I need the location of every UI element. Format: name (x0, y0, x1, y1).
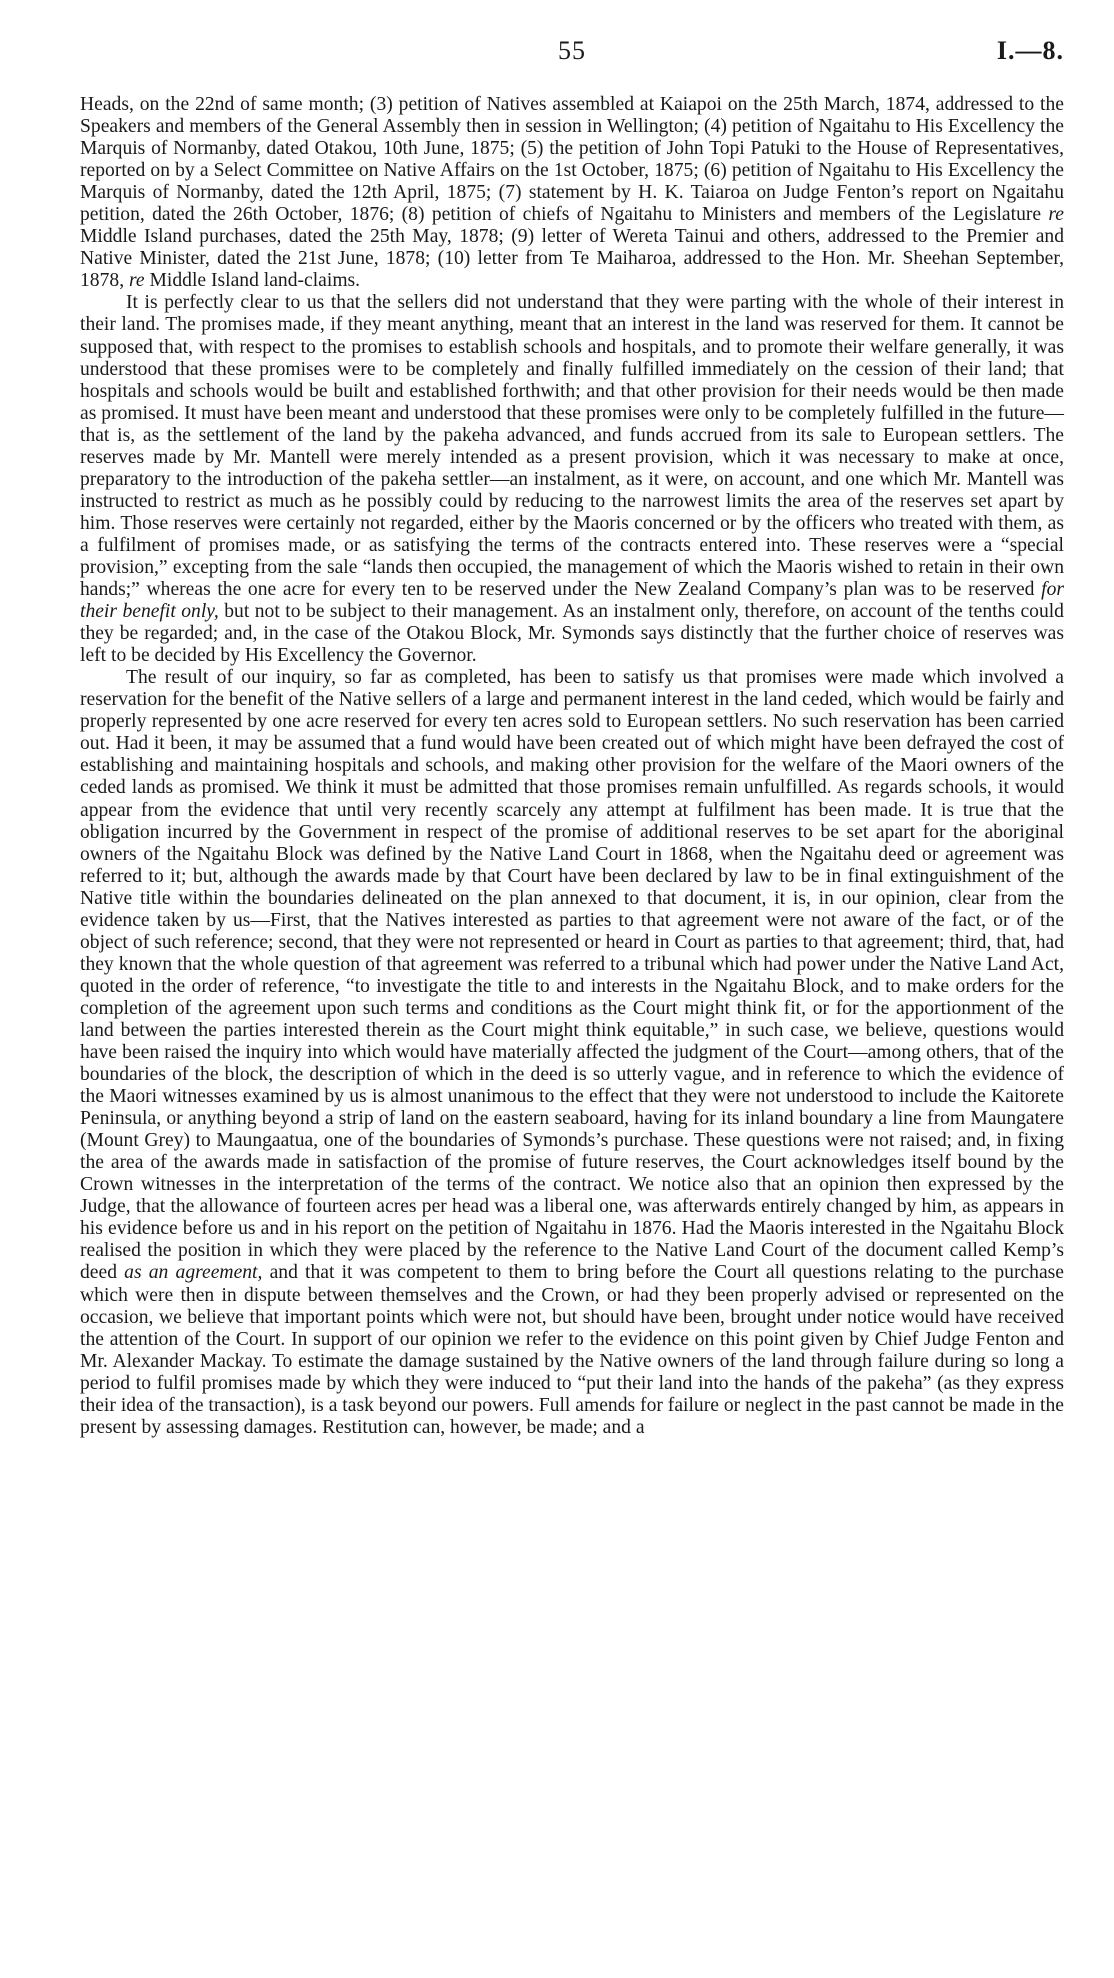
document-reference: I.—8. (996, 36, 1064, 65)
text-run: The result of our inquiry, so far as completed, has been to satisfy us that promises were made which involved a reservation for the benefit of the Native sellers of a large and permanent interest in the land ceded, which would be fairly and properly represented by one acre reserved for every ten acres sold to European settlers. No such reservation has been carried out. Had it been, it may be assumed that a fund would have been created out of which might have been defrayed the cost of establishing and maintaining hospitals and schools, and making other provision for the welfare of the Maori owners of the ceded lands as promised. We think it must be admitted that those promises remain unfulfilled. As regards schools, it would appear from the evidence that until very recently scarcely any attempt at fulfilment has been made. It is true that the obligation incurred by the Government in respect of the promise of additional reserves to be set apart for the aboriginal owners of the Ngaitahu Block was defined by the Native Land Court in 1868, when the Ngaitahu deed or agreement was referred to it; but, although the awards made by that Court have been declared by law to be in final extinguishment of the Native title within the boundaries delineated on the plan annexed to that document, it is, in our opinion, clear from the evidence taken by us—First, that the Natives interested as parties to that agreement were not aware of the fact, or of the object of such reference; second, that they were not represented or heard in Court as parties to that agreement; third, that, had they known that the whole question of that agreement was referred to a tribunal which had power under the Native Land Act, quoted in the order of reference, “to investigate the title to and interests in the Ngaitahu Block, and to make orders for the completion of the agreement upon such terms and conditions as the Court might think fit, or for the apportionment of the land between the parties interested therein as the Court might think equitable,” in such case, we believe, questions would have been raised the inquiry into which would have materially affected the judgment of the Court—among others, that of the boundaries of the block, the description of which in the deed is so utterly vague, and in reference to which the evidence of the Maori witnesses examined by us is almost unanimous to the effect that they were not understood to include the Kaitorete Peninsula, or anything beyond a strip of land on the eastern seaboard, having for its inland boundary a line from Maungatere (Mount Grey) to Maungaatua, one of the boundaries of Symonds’s purchase. These questions were not raised; and, in fixing the area of the awards made in satisfaction of the promise of future reserves, the Court acknowledges itself bound by the Crown witnesses in the interpretation of the terms of the contract. We notice also that an opinion then expressed by the Judge, that the allowance of fourteen acres per head was a liberal one, was afterwards entirely changed by him, as appears in his evidence before us and in his report on the petition of Ngaitahu in 1876. Had the Maoris interested in the Ngaitahu Block realised the position in which they were placed by the reference to the Native Land Court of the document called Kemp’s deed (80, 667, 1064, 1284)
text-run: Heads, on the 22nd of same month; (3) petition of Natives assembled at Kaiapoi on the 25th March, 1874, addressed to the Speakers and members of the General Assembly then in session in Wellington; (4) petition of Ngaitahu to His Excellency the Marquis of Normanby, dated Otakou, 10th June, 1875; (5) the petition of John Topi Patuki to the House of Representatives, reported on by a Select Committee on Native Affairs on the 1st October, 1875; (6) petition of Ngaitahu to His Excellency the Marquis of Normanby, dated the 12th April, 1875; (7) statement by H. K. Taiaroa on Judge Fenton’s report on Ngaitahu petition, dated the 26th October, 1876; (8) petition of chiefs of Ngaitahu to Ministers and members of the Legislature (80, 94, 1064, 226)
text-run: but not to be subject to their management. As an instalment only, therefore, on account of the tenths could they be regarded; and, in the case of the Otakou Block, Mr. Symonds says distinctly that the further choice of reserves was left to be decided by His Excellency the Governor. (80, 601, 1064, 667)
italic-text-run: re (128, 270, 145, 292)
paragraph-petitions-list (80, 94, 1064, 292)
text-run: Middle Island purchases, dated the 25th May, 1878; (9) letter of Wereta Tainui and others, addressed to the Premier and Native Minister, dated the 21st June, 1878; (10) letter from Te Maiharoa, addressed to the Hon. Mr. Sheehan September, 1878, (80, 226, 1064, 292)
paragraph-sellers-interest (80, 292, 1064, 667)
body-text (80, 94, 1064, 1439)
italic-text-run: for their benefit only, (80, 579, 1064, 623)
text-run: It is perfectly clear to us that the sellers did not understand that they were parting with the whole of their interest in their land. The promises made, if they meant anything, meant that an interest in the land was reserved for them. It cannot be supposed that, with respect to the promises to establish schools and hospitals, and to promote their welfare generally, it was understood that these promises were to be completely and finally fulfilled immediately on the cession of their land; that hospitals and schools would be built and established forthwith; and that other provision for their needs would be then made as promised. It must have been meant and understood that these promises were only to be completely fulfilled in the future—that is, as the settlement of the land by the pakeha advanced, and funds accrued from its sale to European settlers. The reserves made by Mr. Mantell were merely intended as a present provision, which it was necessary to make at once, preparatory to the introduction of the pakeha settler—an instalment, as it were, on account, and one which Mr. Mantell was instructed to restrict as much as he possibly could by reducing to the narrowest limits the area of the reserves set apart by him. Those reserves were certainly not regarded, either by the Maoris concerned or by the officers who treated with them, as a fulfilment of promises made, or as satisfying the terms of the contracts entered into. These reserves were a “special provision,” excepting from the sale “lands then occupied, the management of which the Maoris wished to retain in their own hands;” whereas the one acre for every ten to be reserved under the New Zealand Company’s plan was to be reserved (80, 292, 1064, 601)
page-number: 55 (558, 36, 586, 65)
page-header (80, 36, 1064, 70)
italic-text-run: re (1048, 204, 1064, 226)
paragraph-inquiry-result (80, 667, 1064, 1439)
italic-text-run: as an agreement, (124, 1262, 263, 1284)
text-run: Middle Island land-claims. (144, 270, 361, 292)
text-run: and that it was competent to them to bring before the Court all questions relating to the purchase which were then in dispute between themselves and the Crown, or had they been properly advised or represented on the occasion, we believe that important points which were not, but should have been, brought under notice would have received the attention of the Court. In support of our opinion we refer to the evidence on this point given by Chief Judge Fenton and Mr. Alexander Mackay. To estimate the damage sustained by the Native owners of the land through failure during so long a period to fulfil promises made by which they were induced to “put their land into the hands of the pakeha” (as they express their idea of the transaction), is a task beyond our powers. Full amends for failure or neglect in the past cannot be made in the present by assessing damages. Restitution can, however, be made; and a (80, 1262, 1065, 1438)
